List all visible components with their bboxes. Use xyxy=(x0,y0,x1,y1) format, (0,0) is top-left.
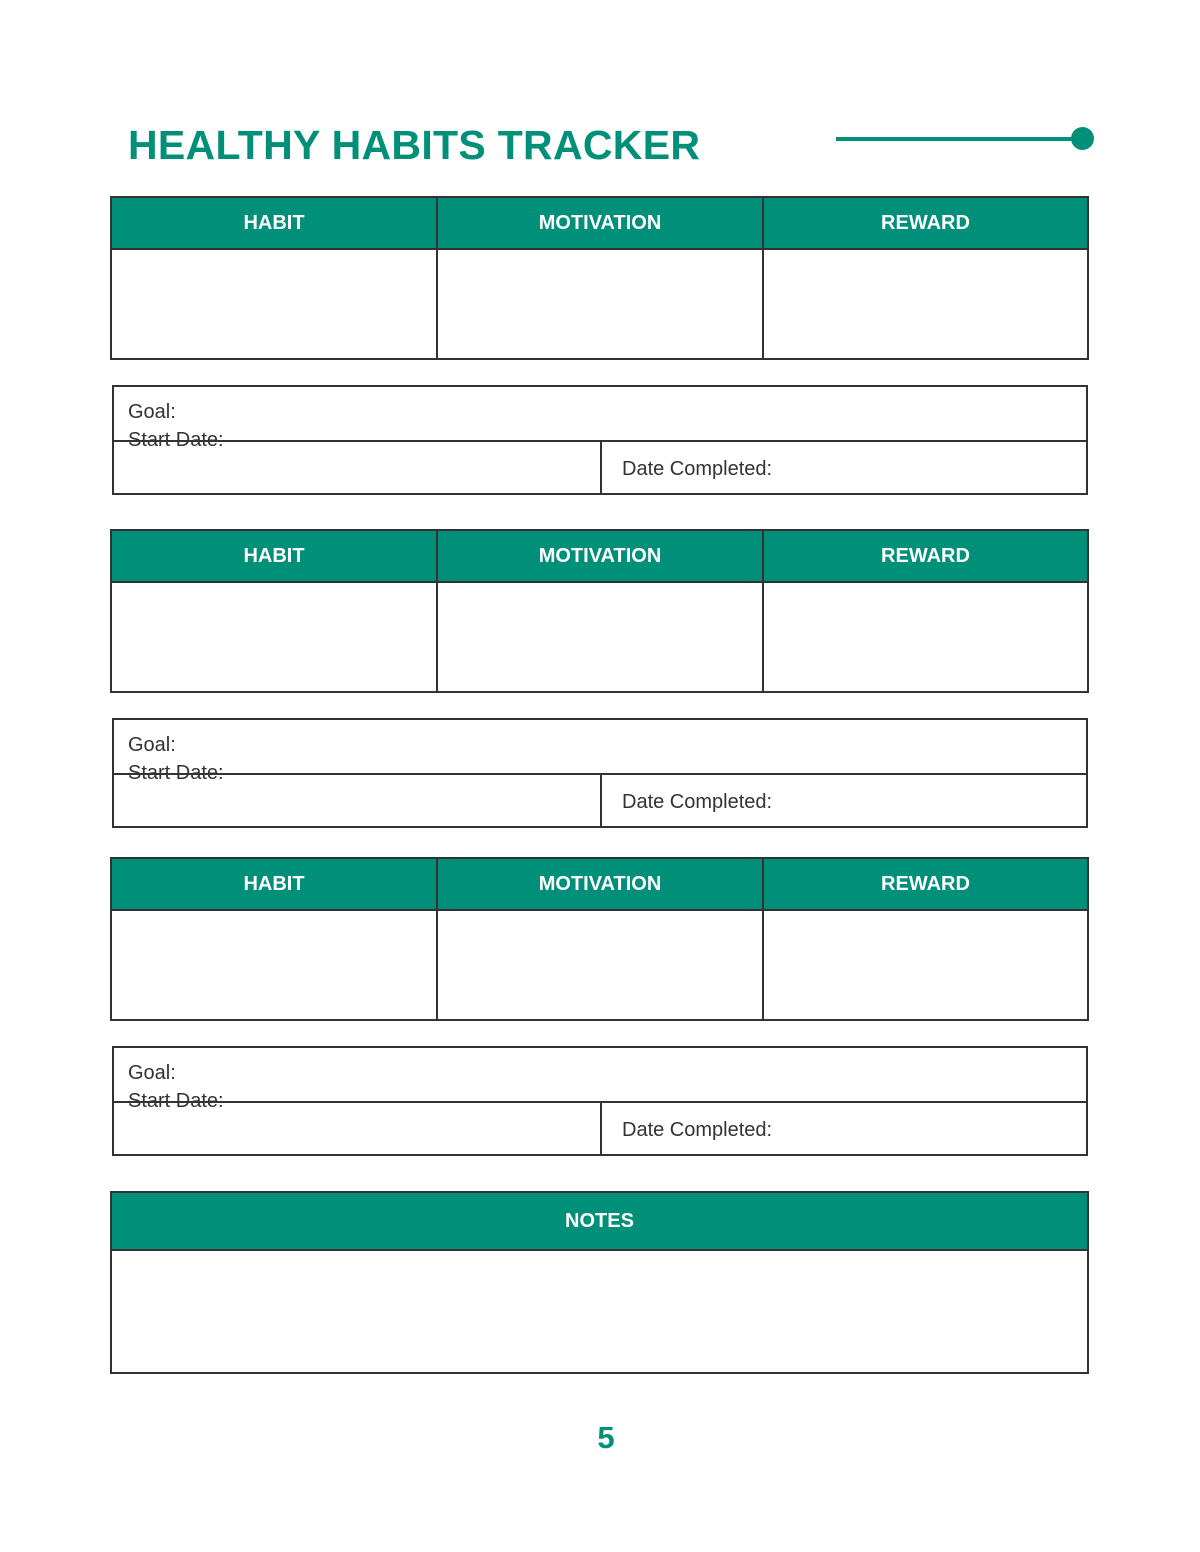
habit-header: HABIT xyxy=(112,198,438,250)
decorative-dot-icon xyxy=(1071,127,1094,150)
motivation-cell[interactable] xyxy=(438,583,764,691)
start-date-field[interactable]: Start Date: xyxy=(128,762,224,784)
motivation-cell[interactable] xyxy=(438,911,764,1019)
habit-header: HABIT xyxy=(112,531,438,583)
motivation-header: MOTIVATION xyxy=(438,859,764,911)
motivation-header: MOTIVATION xyxy=(438,531,764,583)
divider xyxy=(600,773,602,826)
habit-cell[interactable] xyxy=(112,911,438,1019)
notes-header: NOTES xyxy=(112,1193,1087,1251)
reward-header: REWARD xyxy=(764,859,1087,911)
start-date-field[interactable]: Start Date: xyxy=(128,1090,224,1112)
notes-area[interactable] xyxy=(112,1251,1087,1371)
page-title: HEALTHY HABITS TRACKER xyxy=(128,122,701,168)
reward-cell[interactable] xyxy=(764,911,1087,1019)
motivation-header: MOTIVATION xyxy=(438,198,764,250)
date-completed-field[interactable]: Date Completed: xyxy=(622,458,773,480)
goal-box-1 xyxy=(112,385,1088,495)
decorative-line-dot xyxy=(836,127,1096,151)
habit-cell[interactable] xyxy=(112,583,438,691)
goal-field[interactable]: Goal: xyxy=(128,734,176,756)
habit-header: HABIT xyxy=(112,859,438,911)
habit-table-1 xyxy=(110,196,1089,360)
start-date-field[interactable]: Start Date: xyxy=(128,429,224,451)
decorative-line xyxy=(836,137,1072,141)
goal-field[interactable]: Goal: xyxy=(128,401,176,423)
goal-box-2 xyxy=(112,718,1088,828)
date-completed-field[interactable]: Date Completed: xyxy=(622,791,773,813)
goal-box-3 xyxy=(112,1046,1088,1156)
habit-table-3 xyxy=(110,857,1089,1021)
notes-box xyxy=(110,1191,1089,1374)
reward-header: REWARD xyxy=(764,198,1087,250)
goal-field[interactable]: Goal: xyxy=(128,1062,176,1084)
habit-cell[interactable] xyxy=(112,250,438,358)
page-number: 5 xyxy=(597,1420,615,1455)
habit-table-2 xyxy=(110,529,1089,693)
date-completed-field[interactable]: Date Completed: xyxy=(622,1119,773,1141)
reward-header: REWARD xyxy=(764,531,1087,583)
reward-cell[interactable] xyxy=(764,583,1087,691)
reward-cell[interactable] xyxy=(764,250,1087,358)
motivation-cell[interactable] xyxy=(438,250,764,358)
divider xyxy=(600,1101,602,1154)
divider xyxy=(600,440,602,493)
